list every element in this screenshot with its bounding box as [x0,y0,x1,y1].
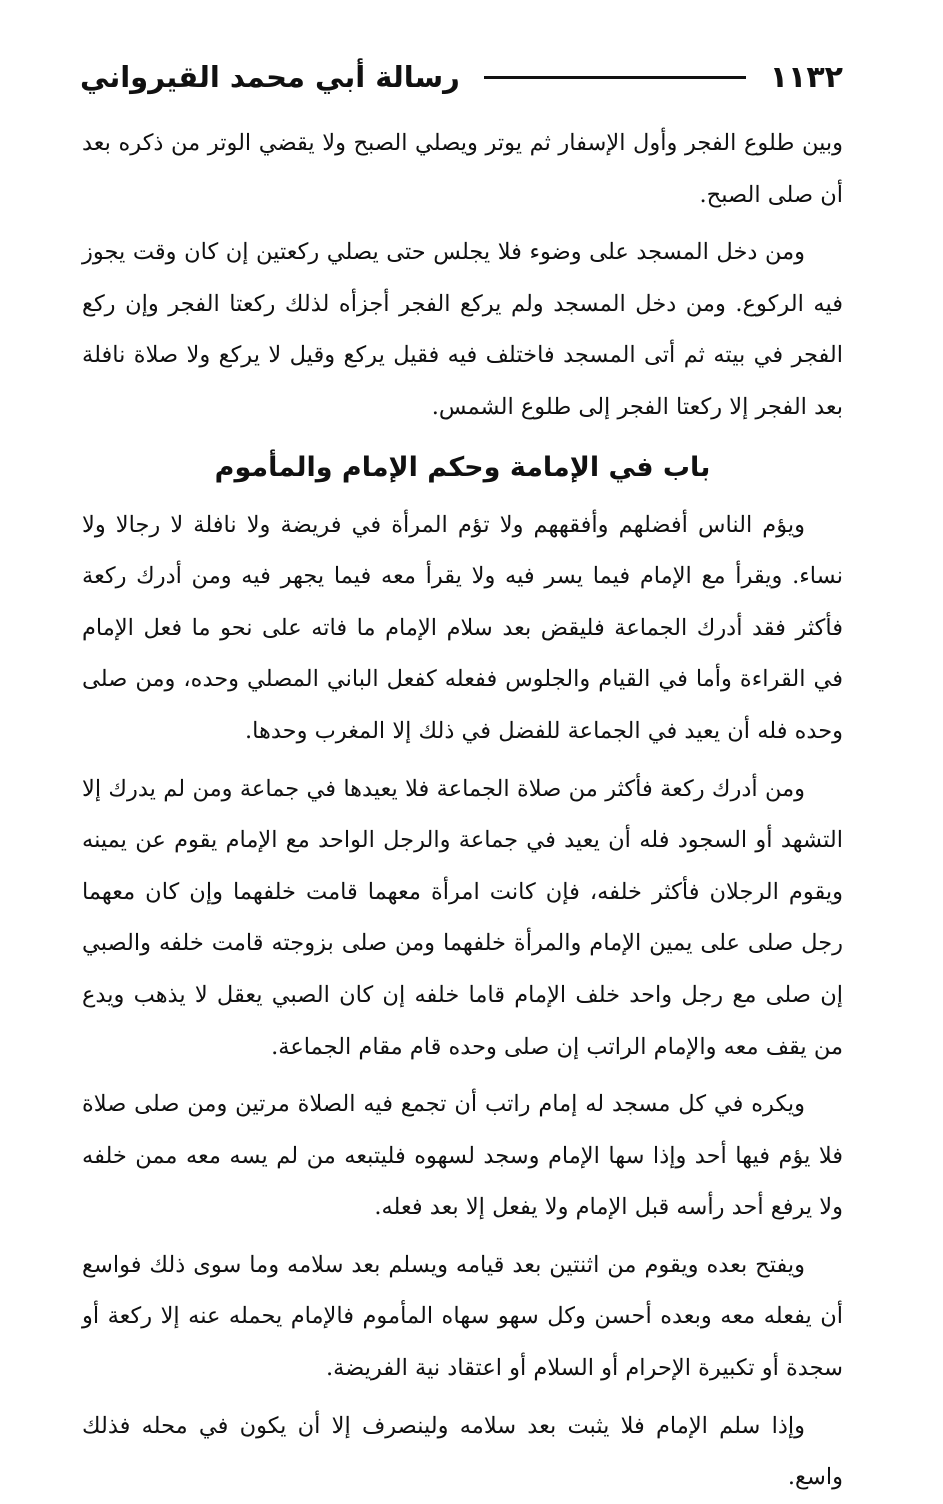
page-number: ١١٣٢ [769,59,843,95]
paragraph: وبين طلوع الفجر وأول الإسفار ثم يوتر ويصلي الصبح ولا يقضي الوتر من ذكره بعد أن صلى الصبح. [82,130,843,208]
book-title: رسالة أبي محمد القيرواني [80,60,460,94]
paragraph: ويكره في كل مسجد له إمام راتب أن تجمع فيه الصلاة مرتين ومن صلى صلاة فلا يؤم فيها أحد وإذا سها الإمام وسجد لسهوه فليتبعه من لم يسه معه ممن خلفه ولا يرفع أحد رأسه قبل الإمام ولا يفعل إلا بعد فعله. [82,1091,843,1221]
paragraph: ويفتح بعده ويقوم من اثنتين بعد قيامه ويسلم بعد سلامه وما سوى ذلك فواسع أن يفعله معه وبعده أحسن وكل سهو سهاه المأموم فالإمام يحمله عنه إلا ركعة أو سجدة أو تكبيرة الإحرام أو السلام أو اعتقاد نية الفريضة. [82,1251,843,1382]
paragraph: وإذا سلم الإمام فلا يثبت بعد سلامه ولينصرف إلا أن يكون في محله فذلك واسع. [82,1412,843,1491]
page-body [82,118,843,1504]
paragraph: ومن دخل المسجد على وضوء فلا يجلس حتى يصلي ركعتين إن كان وقت يجوز فيه الركوع. ومن دخل المسجد ولم يركع الفجر أجزأه لذلك ركعتا الفجر وإن ركع الفجر في بيته ثم أتى المسجد فاختلف فيه فقيل يركع وقيل لا يركع ولا صلاة نافلة بعد الفجر إلا ركعتا الفجر إلى طلوع الشمس. [82,239,843,420]
paragraph: ومن أدرك ركعة فأكثر من صلاة الجماعة فلا يعيدها في جماعة ومن لم يدرك إلا التشهد أو السجود فله أن يعيد في جماعة والرجل الواحد مع الإمام يقوم عن يمينه ويقوم الرجلان فأكثر خلفه، فإن كانت امرأة معهما قامت خلفهما وإن كان معهما رجل صلى على يمين الإمام والمرأة خلفهما ومن صلى بزوجته قامت خلفه والصبي إن صلى مع رجل واحد خلف الإمام قاما خلفه إن كان الصبي يعقل لا يذهب ويدع من يقف معه والإمام الراتب إن صلى وحده قام مقام الجماعة. [82,775,843,1060]
paragraph: ويؤم الناس أفضلهم وأفقههم ولا تؤم المرأة في فريضة ولا نافلة لا رجالا ولا نساء. ويقرأ مع الإمام فيما يسر فيه ولا يقرأ معه فيما يجهر فيه ومن أدرك ركعة فأكثر فقد أدرك الجماعة فليقض بعد سلام الإمام ما فاته على نحو ما فعل الإمام في القراءة وأما في القيام والجلوس ففعله كفعل الباني المصلي وحده، ومن صلى وحده فله أن يعيد في الجماعة للفضل في ذلك إلا المغرب وحدها. [82,511,843,744]
section-heading: باب في الإمامة وحكم الإمام والمأموم [214,451,711,483]
header-rule [484,76,746,79]
page-header [80,52,843,102]
